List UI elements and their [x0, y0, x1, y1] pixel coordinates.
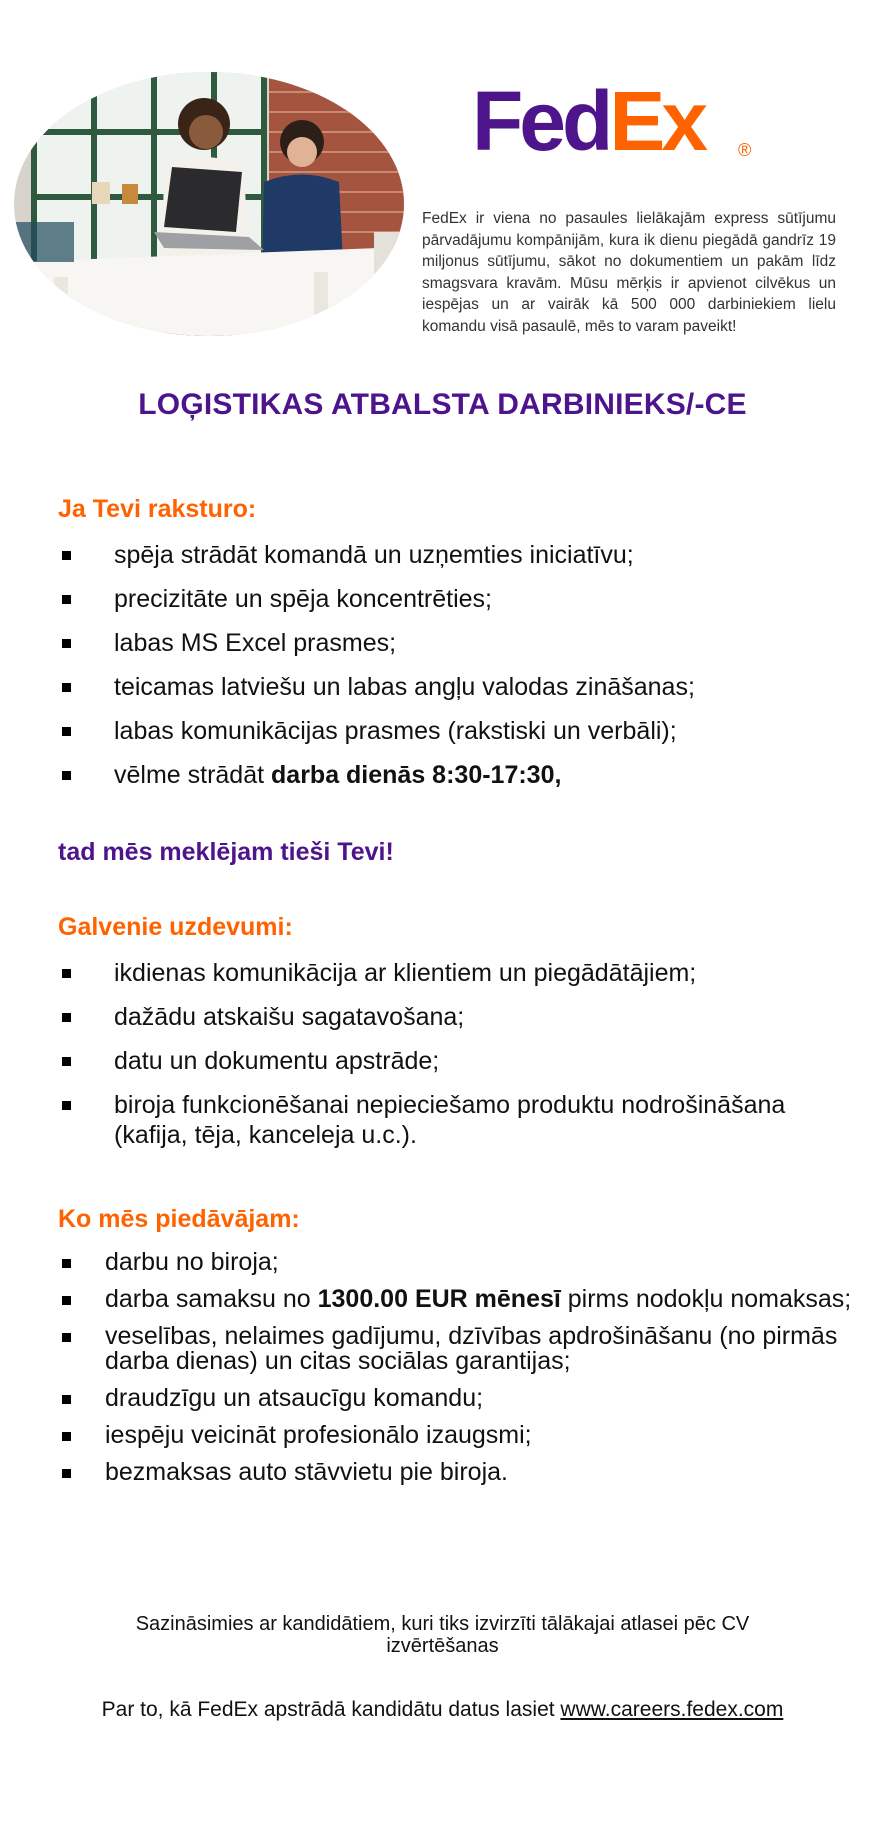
list-item: spēja strādāt komandā un uzņemties iniciatīvu; — [58, 540, 695, 570]
fedex-logo — [472, 78, 762, 166]
requirements-list — [58, 540, 695, 804]
list-item-working-hours: vēlme strādāt darba dienās 8:30-17:30, — [58, 760, 695, 790]
list-item: darbu no biroja; — [58, 1250, 865, 1275]
tagline: tad mēs meklējam tieši Tevi! — [58, 838, 394, 866]
list-item: teicamas latviešu un labas angļu valodas zināšanas; — [58, 672, 695, 702]
list-item: biroja funkcionēšanai nepieciešamo produktu nodrošināšana (kafija, tēja, kanceleja u.c.). — [58, 1090, 794, 1150]
data-processing-note: Par to, kā FedEx apstrādā kandidātu datus lasiet www.careers.fedex.com — [101, 1698, 784, 1721]
offer-heading: Ko mēs piedāvājam: — [58, 1205, 300, 1233]
list-item: ikdienas komunikācija ar klientiem un piegādātājiem; — [58, 958, 794, 988]
list-item: draudzīgu un atsaucīgu komandu; — [58, 1386, 865, 1411]
svg-text:FedEx: FedEx — [472, 78, 705, 166]
careers-link[interactable]: www.careers.fedex.com — [560, 1698, 784, 1721]
company-intro: FedEx ir viena no pasaules lielākajām express sūtījumu pārvadājumu kompānijām, kura ik dienu piegādā gandrīz 19 miljonus sūtījumu, sākot no dokumentiem un pakām līdz smagsvara kravām. Mūsu mērķis ir apvienot cilvēkus un iespējas un ar vairāk kā 500 000 darbiniekiem lielu komandu visā pasaulē, mēs to varam paveikt! — [422, 210, 836, 335]
list-item: veselības, nelaimes gadījumu, dzīvības apdrošināšanu (no pirmās darba dienas) un citas sociālas garantijas; — [58, 1324, 865, 1374]
list-item: labas MS Excel prasmes; — [58, 628, 695, 658]
office-photo — [14, 72, 404, 336]
list-item: datu un dokumentu apstrāde; — [58, 1046, 794, 1076]
requirements-heading: Ja Tevi raksturo: — [58, 495, 257, 523]
svg-text:®: ® — [738, 140, 752, 160]
tasks-heading: Galvenie uzdevumi: — [58, 913, 293, 941]
list-item: bezmaksas auto stāvvietu pie biroja. — [58, 1460, 865, 1485]
contact-note: Sazināsimies ar kandidātiem, kuri tiks izvirzīti tālākajai atlasei pēc CV izvērtēšanas — [135, 1613, 750, 1657]
list-item: dažādu atskaišu sagatavošana; — [58, 1002, 794, 1032]
job-title: LOĢISTIKAS ATBALSTA DARBINIEKS/-CE — [138, 388, 747, 421]
list-item: precizitāte un spēja koncentrēties; — [58, 584, 695, 614]
tasks-list — [58, 958, 794, 1164]
list-item: labas komunikācijas prasmes (rakstiski un verbāli); — [58, 716, 695, 746]
offer-list — [58, 1250, 865, 1497]
list-item-salary: darba samaksu no 1300.00 EUR mēnesī pirms nodokļu nomaksas; — [58, 1287, 865, 1312]
list-item: iespēju veicināt profesionālo izaugsmi; — [58, 1423, 865, 1448]
